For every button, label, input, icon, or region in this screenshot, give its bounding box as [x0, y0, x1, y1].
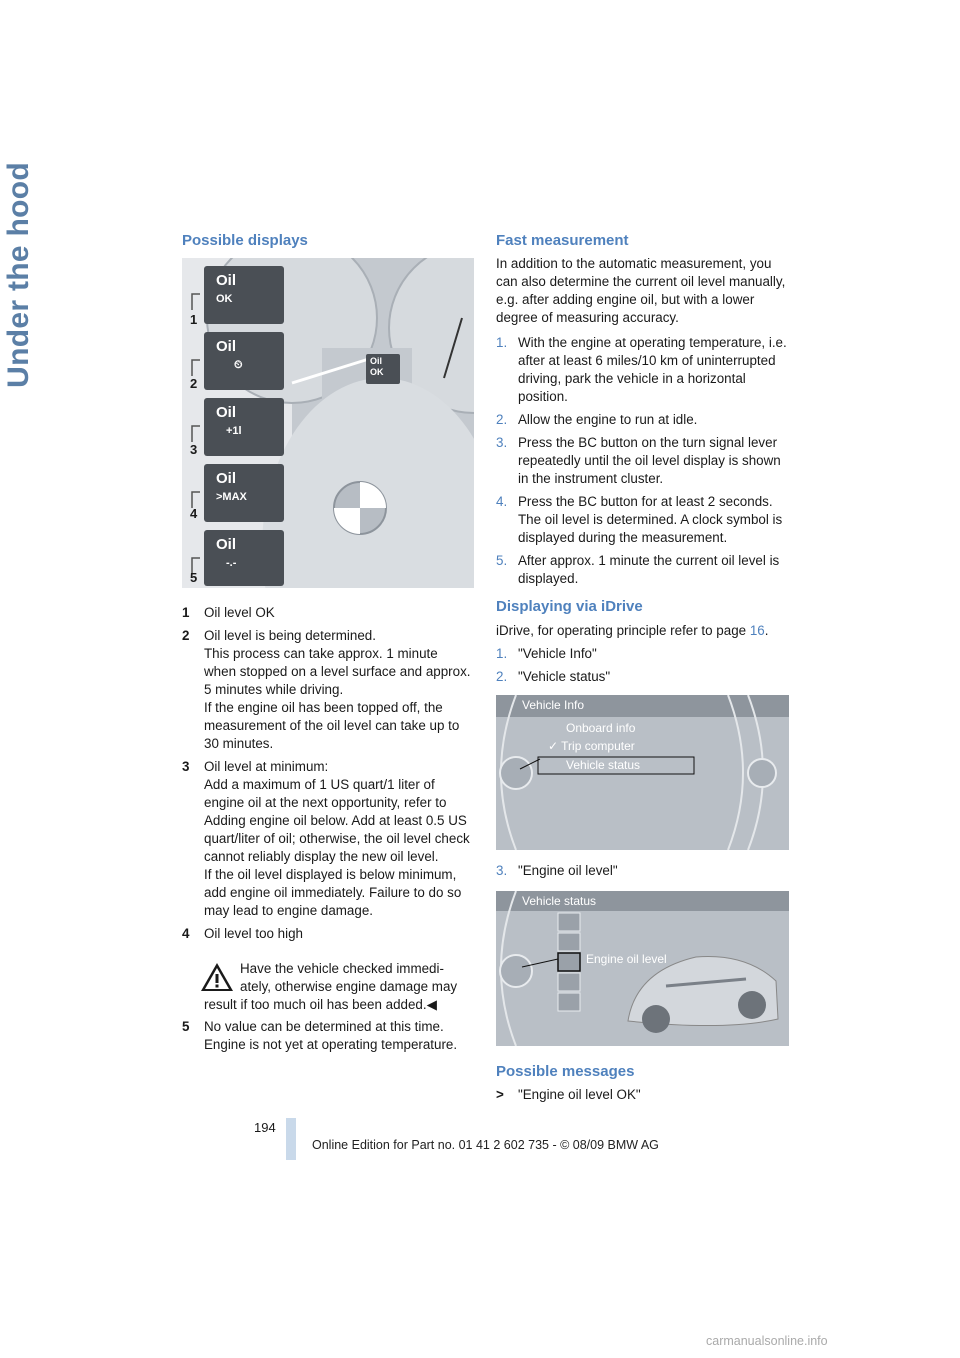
list-item: 2. Allow the engine to run at idle. — [496, 412, 698, 427]
idrive-step-3 — [496, 862, 790, 885]
vehicle-info-screen — [496, 695, 789, 850]
possible-messages-heading: Possible messages — [496, 1063, 635, 1080]
list-item: 3. "Engine oil level" — [496, 863, 618, 878]
footer-text: Online Edition for Part no. 01 41 2 602 735 - © 08/09 BMW AG — [312, 1138, 659, 1152]
fig-label-2: 2 — [190, 376, 198, 391]
screen-title: Vehicle Info — [522, 698, 585, 712]
page-link[interactable]: 16 — [749, 623, 765, 638]
display-panel-2: Oil ⏲ — [216, 338, 243, 371]
display-panel-5: Oil -.- — [216, 536, 237, 569]
message-list — [496, 1086, 790, 1109]
vehicle-status-screen — [496, 891, 789, 1046]
possible-displays-heading: Possible displays — [182, 232, 308, 249]
display-list-5 — [182, 1018, 472, 1059]
warning-text: Have the vehicle checked immedi- ately, otherwise engine damage may result if too much oil has been added.◀ — [204, 961, 458, 1012]
fig-label-5: 5 — [190, 570, 198, 585]
cluster-oil-display: Oil OK — [370, 356, 384, 377]
vehicle-status-screen-bg — [496, 891, 789, 1046]
oil-display-figure — [182, 258, 474, 588]
fast-measurement-intro: In addition to the automatic measurement, you can also determine the current oil level manually, e.g. after adding engine oil, but with a lower degree of measuring accuracy. — [496, 256, 786, 325]
menu-item-onboard-info: Onboard info — [566, 721, 636, 735]
list-item: 5. After approx. 1 minute the current oil level is displayed. — [496, 553, 780, 586]
display-list — [182, 604, 472, 948]
list-item: 2 Oil level is being determined. This process can take approx. 1 minute when stopped on a level surface and approx. 5 minutes while driving. If the engine oil has been topped off, the measurement of the oil level can take up to 30 minutes. — [182, 628, 471, 751]
engine-oil-level-label: Engine oil level — [586, 952, 667, 966]
list-item: 4. Press the BC button for at least 2 seconds. The oil level is determined. A clock symbol is displayed during the measurement. — [496, 494, 783, 545]
page-number: 194 — [254, 1120, 276, 1135]
fast-measurement-steps — [496, 334, 790, 593]
fast-measurement-heading: Fast measurement — [496, 232, 629, 249]
display-panel-1: Oil OK — [216, 272, 237, 305]
menu-item-vehicle-status: Vehicle status — [566, 758, 641, 772]
list-item: 3. Press the BC button on the turn signal lever repeatedly until the oil level display is shown in the instrument cluster. — [496, 435, 781, 486]
screen-title: Vehicle status — [522, 894, 597, 908]
menu-item-trip-computer: ✓ Trip computer — [548, 739, 635, 753]
list-item: 4 Oil level too high — [182, 926, 303, 941]
list-item: 1 Oil level OK — [182, 605, 275, 620]
vehicle-info-screen-bg — [496, 695, 789, 850]
list-item: > "Engine oil level OK" — [496, 1087, 641, 1102]
display-panel-4: Oil >MAX — [216, 470, 247, 503]
list-item: 2. "Vehicle status" — [496, 669, 611, 684]
footer-bar — [286, 1118, 296, 1160]
list-item: 1. "Vehicle Info" — [496, 646, 597, 661]
displaying-via-idrive-heading: Displaying via iDrive — [496, 598, 643, 615]
idrive-reference: iDrive, for operating principle refer to page 16. — [496, 623, 769, 638]
idrive-steps — [496, 645, 790, 691]
fig-label-4: 4 — [190, 506, 198, 521]
list-item: 5 No value can be determined at this time. Engine is not yet at operating temperature. — [182, 1019, 458, 1052]
list-item: 3 Oil level at minimum: Add a maximum of 1 US quart/1 liter of engine oil at the next opportunity, refer to Adding engine oil below. Add at least 0.5 US quart/liter of oil; otherwise, the oil level check cannot reliably display the new oil level. If the oil level displayed is below minimum, add engine oil immediately. Failure to do so may lead to engine damage. — [182, 759, 470, 918]
watermark: carmanualsonline.info — [706, 1334, 828, 1348]
fig-label-3: 3 — [190, 442, 198, 457]
chapter-side-title: Under the hood — [2, 162, 35, 388]
display-panel-3: Oil +1l — [216, 404, 242, 437]
fig-label-1: 1 — [190, 312, 198, 327]
list-item: 1. With the engine at operating temperature, i.e. after at least 6 miles/10 km of uninterrupted driving, park the vehicle in a horizontal position. — [496, 335, 787, 404]
